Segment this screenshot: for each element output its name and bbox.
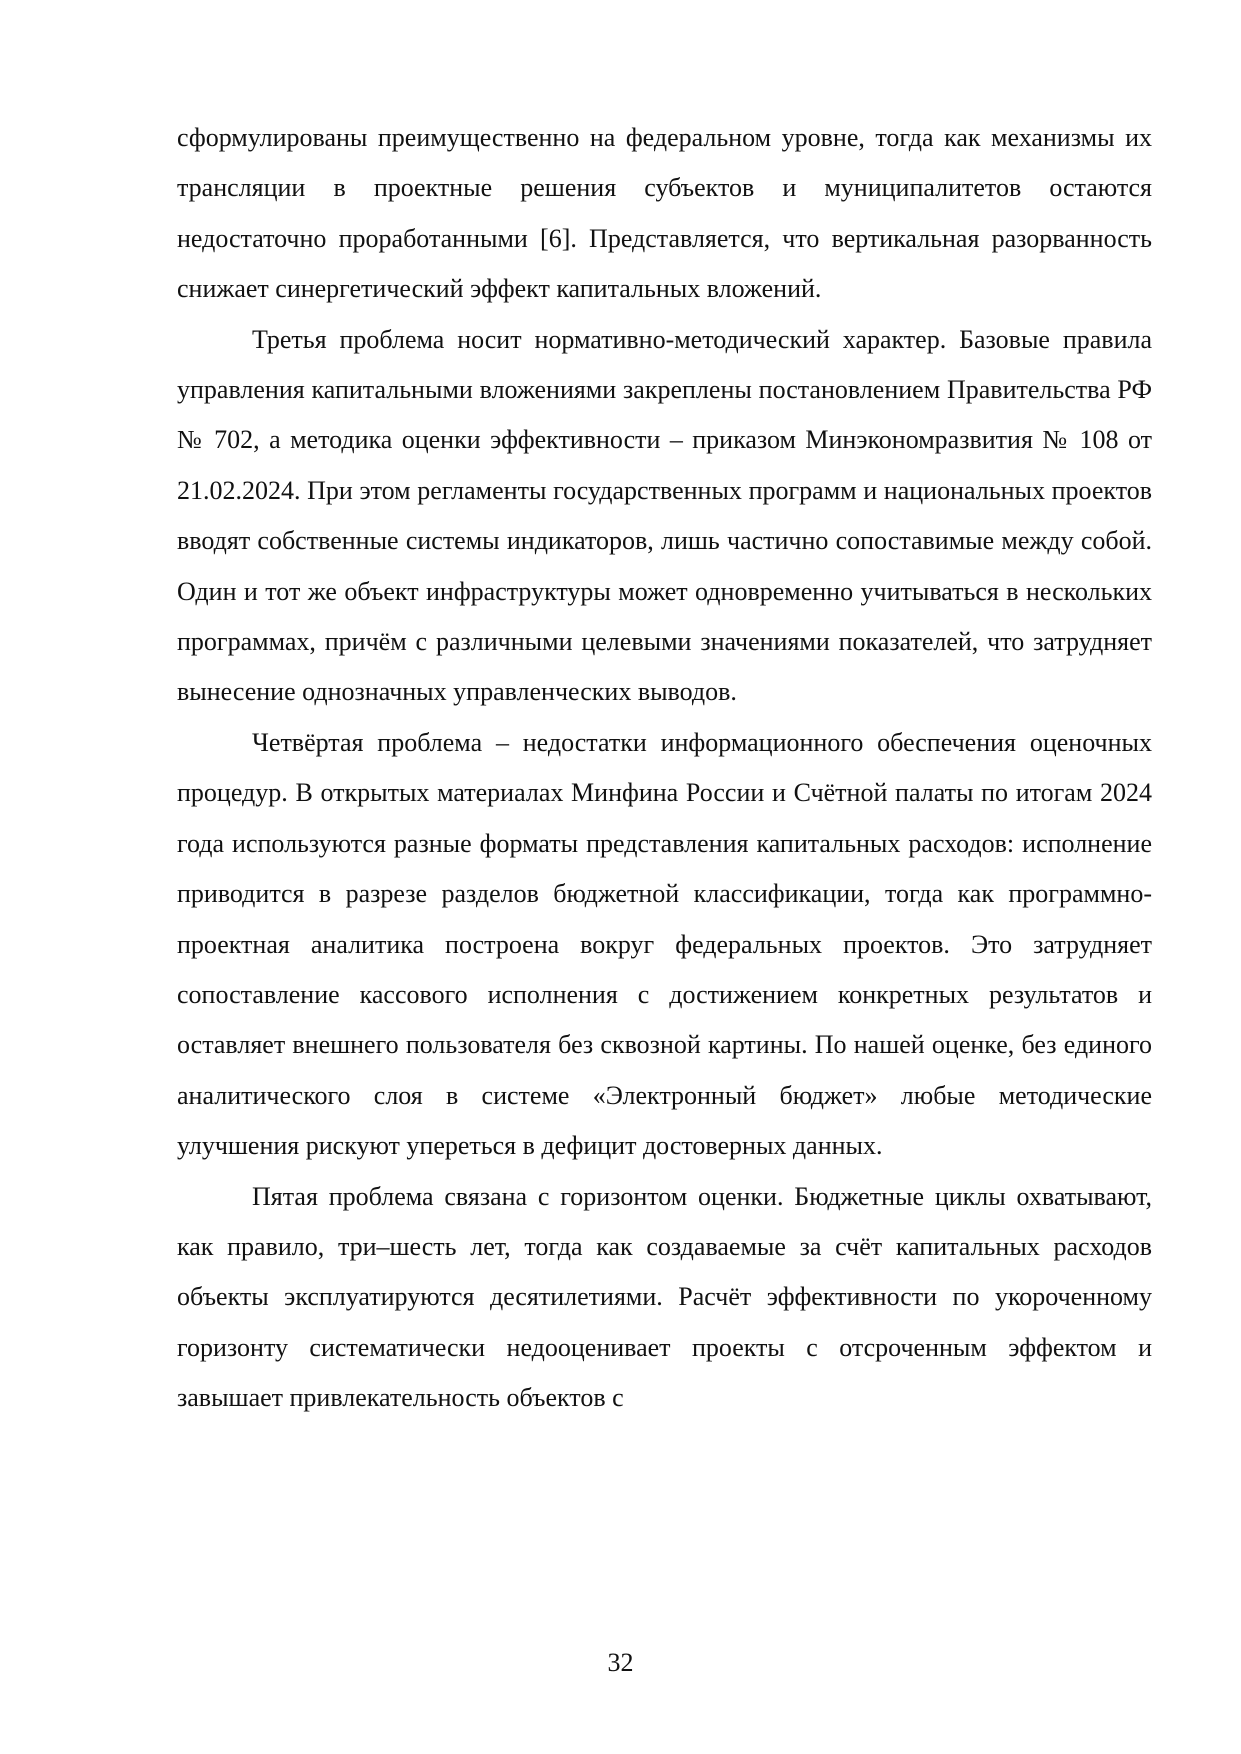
page-number: 32	[607, 1648, 634, 1677]
paragraph-fourth-problem: Четвёртая проблема – недостатки информационного обеспечения оценочных процедур. В открытых материалах Минфина России и Счётной палаты по итогам 2024 года используются разные форматы представления капитальных расходов: исполнение приводится в разрезе разделов бюджетной классификации, тогда как программно-проектная аналитика построена вокруг федеральных проектов. Это затрудняет сопоставление кассового исполнения с достижением конкретных результатов и оставляет внешнего пользователя без сквозной картины. По нашей оценке, без единого аналитического слоя в системе «Электронный бюджет» любые методические улучшения рискуют упереться в дефицит достоверных данных.	[177, 727, 1152, 1161]
body-text	[177, 113, 1152, 1424]
paragraph-fifth-problem: Пятая проблема связана с горизонтом оценки. Бюджетные циклы охватывают, как правило, три–шесть лет, тогда как создаваемые за счёт капитальных расходов объекты эксплуатируются десятилетиями. Расчёт эффективности по укороченному горизонту систематически недооценивает проекты с отсроченным эффектом и завышает привлекательность объектов с	[177, 1181, 1152, 1413]
paragraph-third-problem: Третья проблема носит нормативно-методический характер. Базовые правила управления капитальными вложениями закреплены постановлением Правительства РФ № 702, а методика оценки эффективности – приказом Минэкономразвития № 108 от 21.02.2024. При этом регламенты государственных программ и национальных проектов вводят собственные системы индикаторов, лишь частично сопоставимые между собой. Один и тот же объект инфраструктуры может одновременно учитываться в нескольких программах, причём с различными целевыми значениями показателей, что затрудняет вынесение однозначных управленческих выводов.	[177, 324, 1152, 707]
paragraph-continuation: сформулированы преимущественно на федеральном уровне, тогда как механизмы их трансляции в проектные решения субъектов и муниципалитетов остаются недостаточно проработанными [6]. Представляется, что вертикальная разорванность снижает синергетический эффект капитальных вложений.	[177, 123, 1152, 304]
